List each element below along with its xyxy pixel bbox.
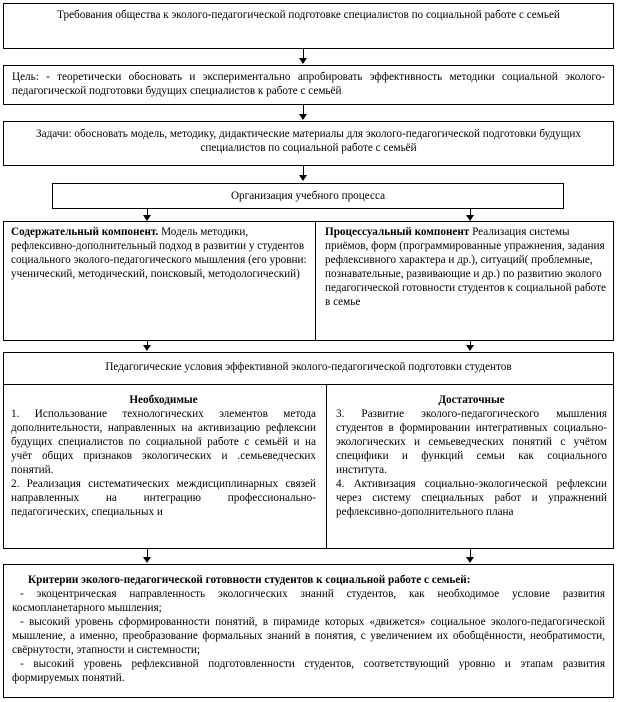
necessary-item-1: 1. Использование технологических элементов метода дополнительности, направленных на активизацию рефлексии будущих специалистов по социальной работе с семьёй и на учёт общих признаков экологических и .семьеведческих понятий.	[11, 408, 316, 476]
process-component-heading: Процессуальный компонент	[325, 226, 470, 238]
conditions-title	[3, 360, 614, 374]
components-divider	[315, 221, 316, 341]
content-component-text: Модель методики, рефлексивно-дополнительный подход в развитии у студентов социального эколого-педагогического мышления (его уровни: ученический, методический, поисковый, методологический)	[11, 226, 307, 280]
organization-text: Организация учебного процесса	[230, 190, 386, 202]
process-component-text: Реализация системы приёмов, форм (программированные упражнения, задания рефлексивного характера и др.), ситуаций( проблемные, познавательные, развивающие и др.) по развитию эколого педагогической готовности студентов к социальной работе в семье	[325, 226, 606, 308]
requirements-text: Требования общества к эколого-педагогической подготовке специалистов по социальной работе с семьей	[57, 9, 560, 21]
necessary-item-2: 2. Реализация систематических междисциплинарных связей направленных на интеграцию профессионально-педагогических, специальных и	[11, 478, 316, 518]
organization-box	[52, 183, 564, 209]
goal-text: Цель: - теоретически обосновать и экспериментально апробировать эффективность методики социальной эколого-педагогической подготовки будущих специалистов к работе с семьёй	[12, 71, 605, 97]
tasks-box	[3, 121, 614, 166]
criteria-box	[3, 564, 614, 698]
tasks-text: Задачи: обосновать модель, методику, дидактические материалы для эколого-педагогической подготовки будущих специалистов по социальной работе с семьёй	[36, 128, 581, 154]
content-component	[11, 225, 309, 281]
conditions-divider	[326, 384, 327, 549]
sufficient-column	[336, 393, 607, 519]
criteria-item: - высокий уровень рефлексивной подготовленности студентов, соответствующий уровню и этапам развития формируемых понятий.	[12, 658, 605, 684]
sufficient-heading: Достаточные	[438, 394, 505, 406]
criteria-item: - высокий уровень сформированности понятий, в пирамиде которых «движется» социальное эколого-педагогической мышление, а именно, преобразование формальных знаний в понятия, с увеличением их обобщённости, необратимости, свёрнутости, этапности и системности;	[12, 616, 605, 656]
criteria-item: - экоцентрическая направленность экологических знаний студентов, как необходимое условие развития космопланетарного мышления;	[12, 588, 605, 614]
process-component	[325, 225, 607, 309]
criteria-heading: Критерии эколого-педагогической готовности студентов к социальной работе с семьей:	[28, 574, 471, 586]
sufficient-item-4: 4. Активизация социально-экологической рефлексии через систему специальных работ и упражнений рефлексивно-дополнительного плана	[336, 478, 607, 518]
content-component-heading: Содержательный компонент.	[11, 226, 159, 238]
requirements-box	[3, 3, 614, 49]
goal-box	[3, 65, 614, 105]
conditions-title-text: Педагогические условия эффективной эколого-педагогической подготовки студентов	[105, 361, 512, 373]
necessary-column	[11, 393, 316, 547]
conditions-title-divider	[3, 384, 614, 385]
necessary-heading: Необходимые	[129, 394, 198, 406]
sufficient-item-3: 3. Развитие эколого-педагогического мышления студентов в формировании интегративных социально-экологических и семьеведческих понятий с учётом специфики и функций семьи как социального института.	[336, 408, 607, 476]
